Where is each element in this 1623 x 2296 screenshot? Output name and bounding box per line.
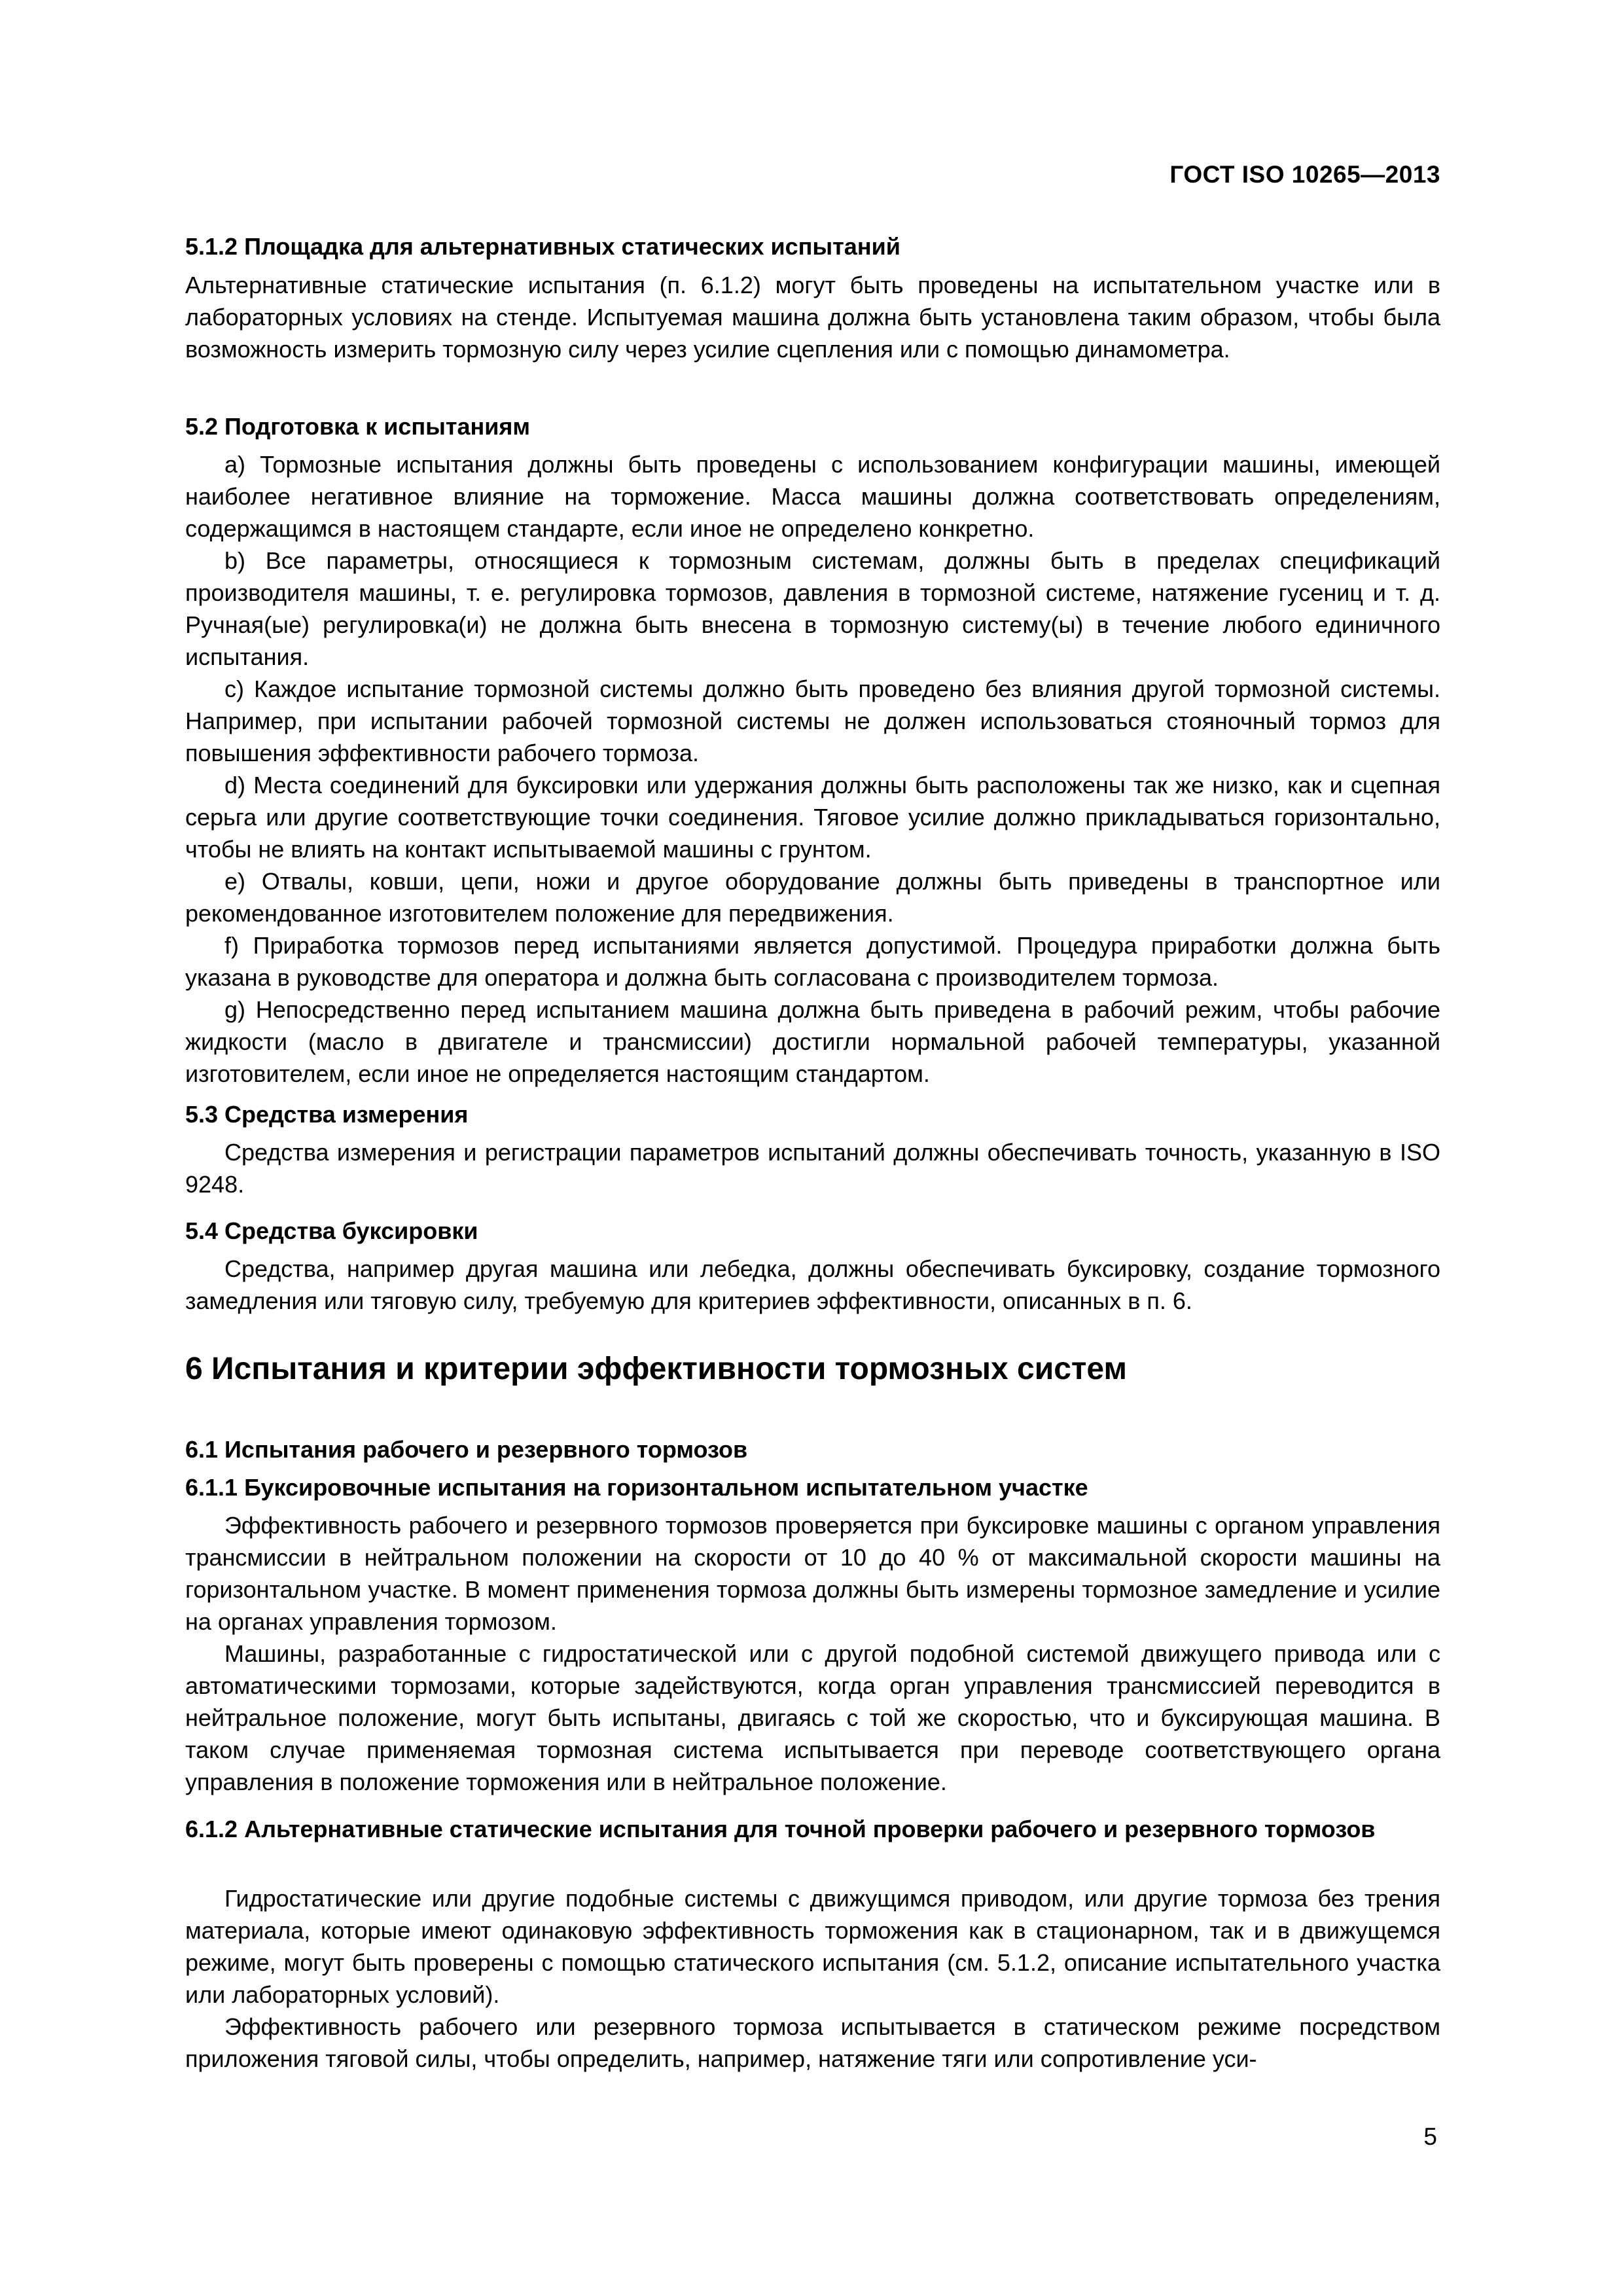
section-5-4-text <box>185 1253 1440 1317</box>
section-6-1-2-text <box>185 1882 1440 2075</box>
section-5-3-text <box>185 1136 1440 1200</box>
document-code-header: ГОСТ ISO 10265—2013 <box>1169 161 1440 188</box>
section-6-1 <box>185 1436 1440 1463</box>
list-item: e) Отвалы, ковши, цепи, ножи и другое оборудование должны быть приведены в транспортное или рекомендованное изготовителем положение для передвижения. <box>185 868 1440 927</box>
paragraph: Гидростатические или другие подобные системы с движущимся приводом, или другие тормоза без трения материала, которые имеют одинаковую эффективность торможения как в стационарном, так и в движущемся режиме, могут быть проверены с помощью статического испытания (см. 5.1.2, описание испытательного участка или лабораторных условий). <box>185 1885 1440 2008</box>
paragraph: Эффективность рабочего и резервного тормозов проверяется при буксировке машины с органом управления трансмиссии в нейтральном положении на скорости от 10 до 40 % от максимальной скорости машины на горизонтальном участке. В момент применения тормоза должны быть измерены тормозное замедление и усилие на органах управления тормозом. <box>185 1512 1440 1635</box>
section-heading: 5.3 Средства измерения <box>185 1101 469 1128</box>
page-number: 5 <box>1423 2123 1437 2150</box>
section-heading: 5.2 Подготовка к испытаниям <box>185 413 531 440</box>
paragraph-text: Альтернативные статические испытания (п. 6.1.2) могут быть проведены на испытательном участке или в лабораторных условиях на стенде. Испытуемая машина должна быть установлена таким образом, чтобы была возможность измерить тормозную силу через усилие сцепления или с помощью динамометра. <box>185 272 1440 363</box>
list-item: b) Все параметры, относящиеся к тормозным системам, должны быть в пределах спецификаций производителя машины, т. е. регулировка тормозов, давления в тормозной системе, натяжение гусениц и т. д. Ручная(ые) регулировка(и) не должна быть внесена в тормозную систему(ы) в течение любого единичного испытания. <box>185 547 1440 670</box>
section-5-4 <box>185 1217 1440 1245</box>
section-6 <box>185 1351 1440 1387</box>
section-heading: 6.1.2 Альтернативные статические испытания для точной проверки рабочего и резервного тормозов <box>185 1816 1376 1842</box>
section-heading: 6.1.1 Буксировочные испытания на горизонтальном испытательном участке <box>185 1474 1088 1501</box>
section-heading: 5.1.2 Площадка для альтернативных статических испытаний <box>185 233 901 260</box>
section-6-1-1 <box>185 1474 1440 1501</box>
section-5-2-text <box>185 448 1440 1090</box>
list-item: d) Места соединений для буксировки или удержания должны быть расположены так же низко, как и сцепная серьга или другие соответствующие точки соединения. Тяговое усилие должно прикладываться горизонтально, чтобы не влиять на контакт испытываемой машины с грунтом. <box>185 772 1440 863</box>
paragraph: Средства, например другая машина или лебедка, должны обеспечивать буксировку, создание тормозного замедления или тяговую силу, требуемую для критериев эффективности, описанных в п. 6. <box>185 1255 1440 1314</box>
section-6-1-2 <box>185 1813 1440 1845</box>
section-5-1-2 <box>185 233 1440 260</box>
list-item: c) Каждое испытание тормозной системы должно быть проведено без влияния другой тормозной системы. Например, при испытании рабочей тормозной системы не должен использоваться стояночный тормоз для повышения эффективности рабочего тормоза. <box>185 675 1440 766</box>
list-item: f) Приработка тормозов перед испытаниями является допустимой. Процедура приработки должна быть указана в руководстве для оператора и должна быть согласована с производителем тормоза. <box>185 932 1440 991</box>
section-5-2 <box>185 413 1440 440</box>
section-heading: 5.4 Средства буксировки <box>185 1217 478 1244</box>
section-5-1-2-text <box>185 269 1440 365</box>
section-6-1-1-text <box>185 1509 1440 1798</box>
paragraph: Машины, разработанные с гидростатической или с другой подобной системой движущего привода или с автоматическими тормозами, которые задействуются, когда орган управления трансмиссией переводится в нейтральное положение, могут быть испытаны, двигаясь с той же скоростью, что и буксирующая машина. В таком случае применяемая тормозная система испытывается при переводе соответствующего органа управления в положение торможения или в нейтральное положение. <box>185 1640 1440 1795</box>
paragraph <box>185 269 1440 365</box>
section-heading: 6.1 Испытания рабочего и резервного тормозов <box>185 1436 748 1463</box>
list-item: a) Тормозные испытания должны быть проведены с использованием конфигурации машины, имеющей наиболее негативное влияние на торможение. Масса машины должна соответствовать определениям, содержащимся в настоящем стандарте, если иное не определено конкретно. <box>185 451 1440 542</box>
paragraph: Эффективность рабочего или резервного тормоза испытывается в статическом режиме посредством приложения тяговой силы, чтобы определить, например, натяжение тяги или сопротивление уси- <box>185 2013 1440 2072</box>
list-item: g) Непосредственно перед испытанием машина должна быть приведена в рабочий режим, чтобы рабочие жидкости (масло в двигателе и трансмиссии) достигли нормальной рабочей температуры, указанной изготовителем, если иное не определяется настоящим стандартом. <box>185 996 1440 1087</box>
chapter-heading: 6 Испытания и критерии эффективности тормозных систем <box>185 1352 1127 1386</box>
paragraph: Средства измерения и регистрации параметров испытаний должны обеспечивать точность, указанную в ISO 9248. <box>185 1139 1440 1198</box>
section-5-3 <box>185 1101 1440 1128</box>
